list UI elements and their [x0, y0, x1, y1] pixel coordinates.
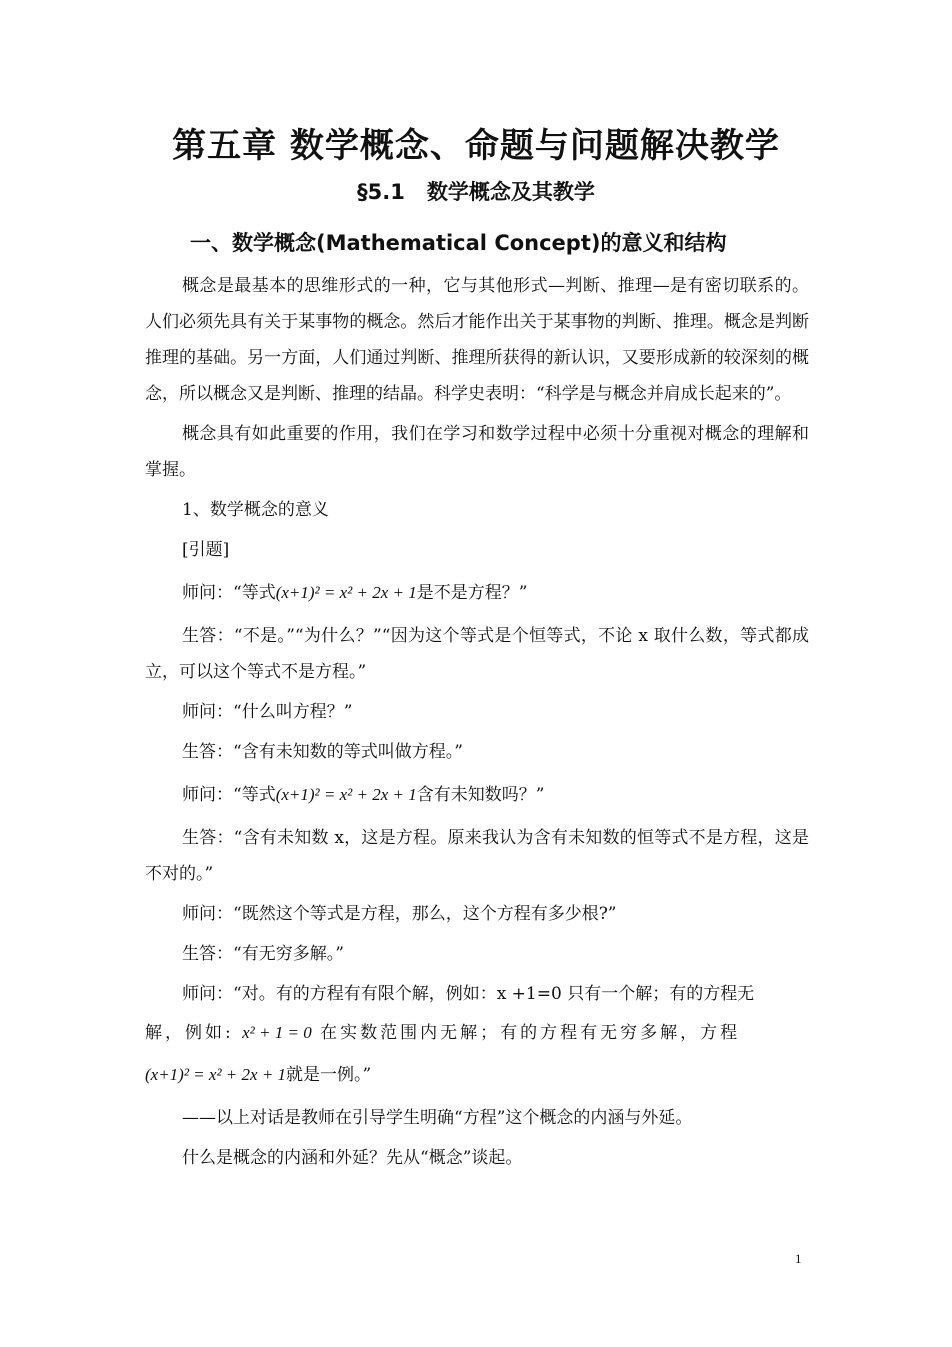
- section-number: §5.1: [357, 180, 405, 204]
- page-number: 1: [795, 1251, 802, 1266]
- formula-identity: (x+1)² = x² + 2x + 1: [145, 1065, 287, 1084]
- dialogue-text: 解，例如:: [145, 1023, 234, 1043]
- dialogue-student-3: 生答：“含有未知数 x，这是方程。原来我认为含有未知数的恒等式不是方程，这是不对的。”: [145, 828, 809, 884]
- formula-identity: (x+1)² = x² + 2x + 1: [275, 583, 417, 602]
- dialogue-text: 就是一例。”: [286, 1065, 372, 1085]
- dialogue-text: 是不是方程？”: [416, 583, 528, 603]
- list-heading-meaning: 1、数学概念的意义: [182, 500, 329, 520]
- formula-identity: (x+1)² = x² + 2x + 1: [275, 785, 417, 804]
- dialogue-student-1: 生答：“不是。”“为什么？”“因为这个等式是个恒等式，不论 x 取什么数，等式都成立，可以这个等式不是方程。”: [145, 626, 809, 682]
- section-title: 数学概念及其教学: [426, 180, 595, 204]
- paragraph-concept-importance: 概念具有如此重要的作用，我们在学习和数学过程中必须十分重视对概念的理解和掌握。: [145, 424, 809, 480]
- dialogue-student-2: 生答：“含有未知数的等式叫做方程。”: [182, 742, 463, 762]
- paragraph-closing-2: 什么是概念的内涵和外延？先从“概念”谈起。: [182, 1148, 523, 1168]
- dialogue-student-4: 生答：“有无穷多解。”: [182, 944, 344, 964]
- label-lead-in: [引题]: [182, 540, 230, 560]
- subsection-heading: 一、数学概念(Mathematical Concept)的意义和结构: [190, 231, 727, 255]
- dialogue-text: 师问：“等式: [182, 583, 276, 603]
- paragraph-concept-intro: 概念是最基本的思维形式的一种，它与其他形式—判断、推理—是有密切联系的。人们必须先具有关于某事物的概念。然后才能作出关于某事物的判断、推理。概念是判断推理的基础。另一方面，人们通过判断、推理所获得的新认识，又要形成新的较深刻的概念，所以概念又是判断、推理的结晶。科学史表明：“科学是与概念并肩成长起来的”。: [145, 276, 809, 404]
- dialogue-teacher-4: 师问：“既然这个等式是方程，那么，这个方程有多少根?”: [182, 904, 617, 924]
- dialogue-teacher-1: [145, 572, 809, 614]
- dialogue-text: 含有未知数吗？”: [416, 785, 545, 805]
- dialogue-teacher-5-line-3: [145, 1054, 809, 1096]
- dialogue-teacher-3: [145, 774, 809, 816]
- dialogue-teacher-5-line-1: 师问：“对。有的方程有有限个解，例如：x +1=0 只有一个解；有的方程无: [182, 984, 755, 1004]
- dialogue-text: 师问：“等式: [182, 785, 276, 805]
- dialogue-teacher-2: 师问：“什么叫方程？”: [182, 702, 353, 722]
- chapter-title: 第五章 数学概念、命题与问题解决教学: [172, 126, 780, 166]
- dialogue-text: 在实数范围内无解；有的方程有无穷多解，方程: [320, 1023, 741, 1043]
- dialogue-teacher-5-line-2: [145, 1012, 809, 1054]
- formula-no-real-solution: x² + 1 = 0: [242, 1023, 312, 1042]
- paragraph-closing-1: ——以上对话是教师在引导学生明确“方程”这个概念的内涵与外延。: [182, 1108, 693, 1128]
- section-heading: [0, 176, 952, 206]
- body-text: [145, 268, 809, 1176]
